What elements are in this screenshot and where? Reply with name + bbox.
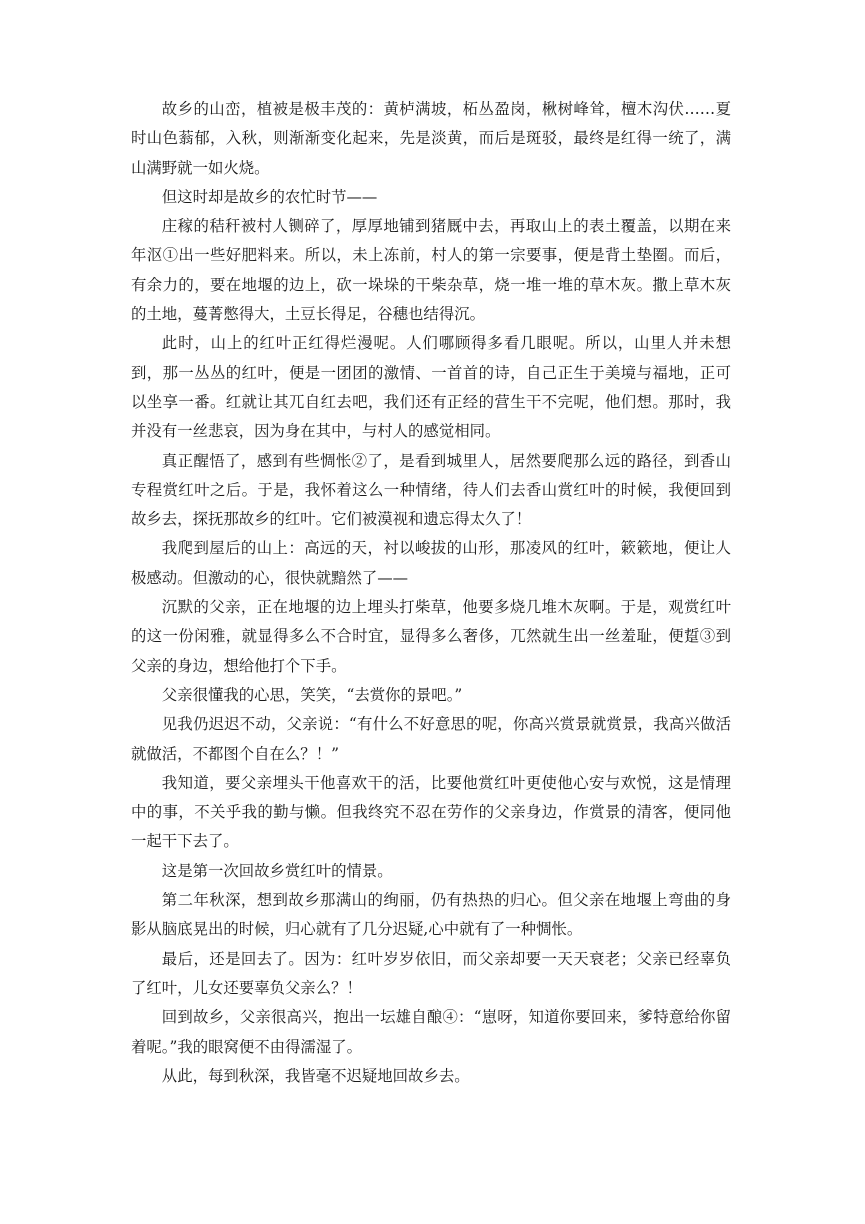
- article-body: [131, 95, 731, 1091]
- paragraph-15: 从此，每到秋深，我皆毫不迟疑地回故乡去。: [161, 1066, 470, 1085]
- paragraph-8: 父亲很懂我的心思，笑笑，“去赏你的景吧。”: [161, 685, 463, 704]
- paragraph-14: 回到故乡，父亲很高兴，抱出一坛雄自酿④：“崽呀，知道你要回来，爹特意给你留着呢。”我的眼窝便不由得濡湿了。: [131, 1008, 731, 1056]
- paragraph-10: 我知道，要父亲埋头干他喜欢干的活，比要他赏红叶更使他心安与欢悦，这是情理中的事，不关乎我的勤与懒。但我终究不忍在劳作的父亲身边，作赏景的清客，便同他一起干下去了。: [131, 773, 731, 851]
- paragraph-11: 这是第一次回故乡赏红叶的情景。: [161, 861, 393, 880]
- paragraph-9: 见我仍迟迟不动，父亲说：“有什么不好意思的呢，你高兴赏景就赏景，我高兴做活就做活，不都图个自在么？！”: [131, 715, 731, 763]
- paragraph-5: 真正醒悟了，感到有些惆怅②了，是看到城里人，居然要爬那么远的路径，到香山专程赏红叶之后。于是，我怀着这么一种情绪，待人们去香山赏红叶的时候，我便回到故乡去，探抚那故乡的红叶。它们被漠视和遗忘得太久了！: [131, 451, 731, 529]
- paragraph-3: 庄稼的秸秆被村人铡碎了，厚厚地铺到猪厩中去，再取山上的表土覆盖，以期在来年沤①出一些好肥料来。所以，未上冻前，村人的第一宗要事，便是背土垫圈。而后，有余力的，要在地堰的边上，砍一垛垛的干柴杂草，烧一堆一堆的草木灰。撒上草木灰的土地，蔓菁憋得大，土豆长得足，谷穗也结得沉。: [131, 217, 731, 324]
- paragraph-7: 沉默的父亲，正在地堰的边上埋头打柴草，他要多烧几堆木灰啊。于是，观赏红叶的这一份闲雅，就显得多么不合时宜，显得多么奢侈，兀然就生出一丝羞耻，便踅③到父亲的身边，想给他打个下手。: [131, 598, 731, 675]
- paragraph-6: 我爬到屋后的山上：高远的天，衬以峻拔的山形，那凌风的红叶，簌簌地，便让人极感动。但激动的心，很快就黯然了——: [131, 539, 731, 587]
- paragraph-2: 但这时却是故乡的农忙时节——: [161, 187, 378, 206]
- paragraph-12: 第二年秋深，想到故乡那满山的绚丽，仍有热热的归心。但父亲在地堰上弯曲的身影从脑底晃出的时候，归心就有了几分迟疑,心中就有了一种惆怅。: [131, 891, 731, 939]
- paragraph-13: 最后，还是回去了。因为：红叶岁岁依旧，而父亲却要一天天衰老；父亲已经辜负了红叶，儿女还要辜负父亲么？！: [131, 949, 731, 997]
- paragraph-1: 故乡的山峦，植被是极丰茂的：黄栌满坡，柘丛盈岗，楸树峰耸，檀木沟伏……夏时山色蓊郁，入秋，则渐渐变化起来，先是淡黄，而后是斑驳，最终是红得一统了，满山满野就一如火烧。: [131, 100, 731, 177]
- paragraph-4: 此时，山上的红叶正红得烂漫呢。人们哪顾得多看几眼呢。所以，山里人并未想到，那一丛丛的红叶，便是一团团的激情、一首首的诗，自己正生于美境与福地，正可以坐享一番。红就让其兀自红去吧，我们还有正经的营生干不完呢，他们想。那时，我并没有一丝悲哀，因为身在其中，与村人的感觉相同。: [131, 334, 731, 441]
